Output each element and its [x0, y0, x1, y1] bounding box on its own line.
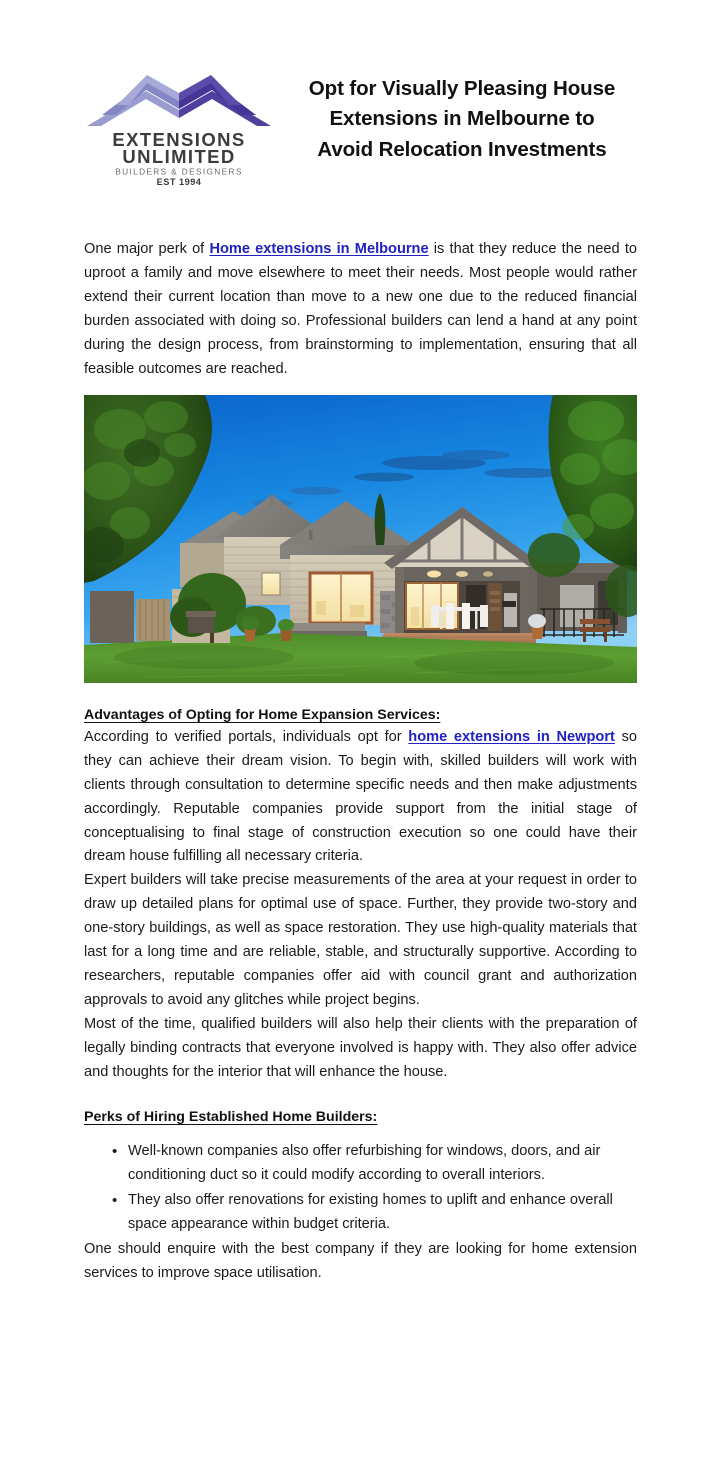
house-photo-illustration [84, 395, 637, 683]
intro-text-after: is that they reduce the need to uproot a family and move elsewhere to meet their needs. Most people would rather extend their current location than move to a new one due to the reduced financial burden associated with doing so. Professional builders can lend a hand at any point during the design process, from brainstorming to implementation, ensuring that all feasible outcomes are reached. [84, 241, 637, 377]
logo-name-line2: UNLIMITED [122, 146, 236, 167]
link-home-extensions-newport[interactable]: home extensions in Newport [408, 728, 615, 745]
alfresco-post-left [395, 567, 404, 637]
logo-chevron-light [87, 75, 179, 126]
list-item-text: They also offer renovations for existing homes to uplift and enhance overall space appearance within budget criteria. [128, 1191, 613, 1232]
link-home-extensions-melbourne[interactable]: Home extensions in Melbourne [209, 241, 429, 257]
closing-paragraph: One should enquire with the best company if they are looking for home extension services to improve space utilisation. [84, 1240, 637, 1281]
advantages-paragraph-3: Most of the time, qualified builders will also help their clients with the preparation of legally binding contracts that everyone involved is happy with. They also offer advice and thoughts for the interior that will enhance the house. [84, 1015, 637, 1080]
list-item [84, 1189, 637, 1237]
perks-list [84, 1140, 637, 1237]
heading-perks: Perks of Hiring Established Home Builders: [84, 1108, 378, 1125]
logo-tagline: BUILDERS & DESIGNERS [115, 166, 243, 177]
house-extension-photo [84, 395, 637, 683]
alfresco-post-right [520, 567, 529, 637]
document-body [84, 238, 637, 1285]
patio-armchair [186, 611, 216, 633]
advantages-paragraph-2: Expert builders will take precise measurements of the area at your request in order to draw up detailed plans for optimal use of space. Further, they provide two-story and one-story buildings, as well as space restoration. They use high-quality materials that last for a long time and are reliable, stable, and structurally supportive. According to researchers, reputable companies offer aid with council grant and authorization approvals to avoid any glitches while project begins. [84, 872, 637, 1008]
side-window [262, 573, 280, 595]
page-title [274, 74, 636, 165]
heading-advantages: Advantages of Opting for Home Expansion Services: [84, 706, 441, 723]
logo-name-line1: EXTENSIONS [112, 129, 246, 150]
advantages-text-before: According to verified portals, individuals opt for [84, 728, 409, 745]
page-title-line-2: Extensions in Melbourne to [329, 107, 595, 131]
bullet-icon: • [112, 1191, 118, 1209]
bullet-icon: • [112, 1142, 118, 1160]
list-item [84, 1140, 637, 1188]
intro-text-before: One major perk of [84, 241, 210, 257]
document-header [84, 74, 636, 196]
page-title-line-3: Avoid Relocation Investments [317, 137, 607, 161]
logo-chevron-dark [179, 75, 271, 126]
company-logo [84, 74, 274, 186]
logo-graphic [84, 74, 274, 186]
page-title-line-1: Opt for Visually Pleasing House [308, 77, 616, 100]
advantages-text-after: so they can achieve their dream vision. To begin with, skilled builders will work with clients through consultation to determine specific needs and then make adjustments accordingly. Reputable companies provide support from the initial stage of conceptualising to final stage of construction execution so one could have their dream house fulfilling all necessary criteria. [84, 728, 637, 865]
logo-established: EST 1994 [156, 177, 202, 186]
advantages-paragraph-1 [84, 726, 637, 870]
intro-paragraph [84, 238, 637, 382]
list-item-text: Well-known companies also offer refurbishing for windows, doors, and air conditioning duct so it could modify according to overall interiors. [128, 1142, 601, 1183]
